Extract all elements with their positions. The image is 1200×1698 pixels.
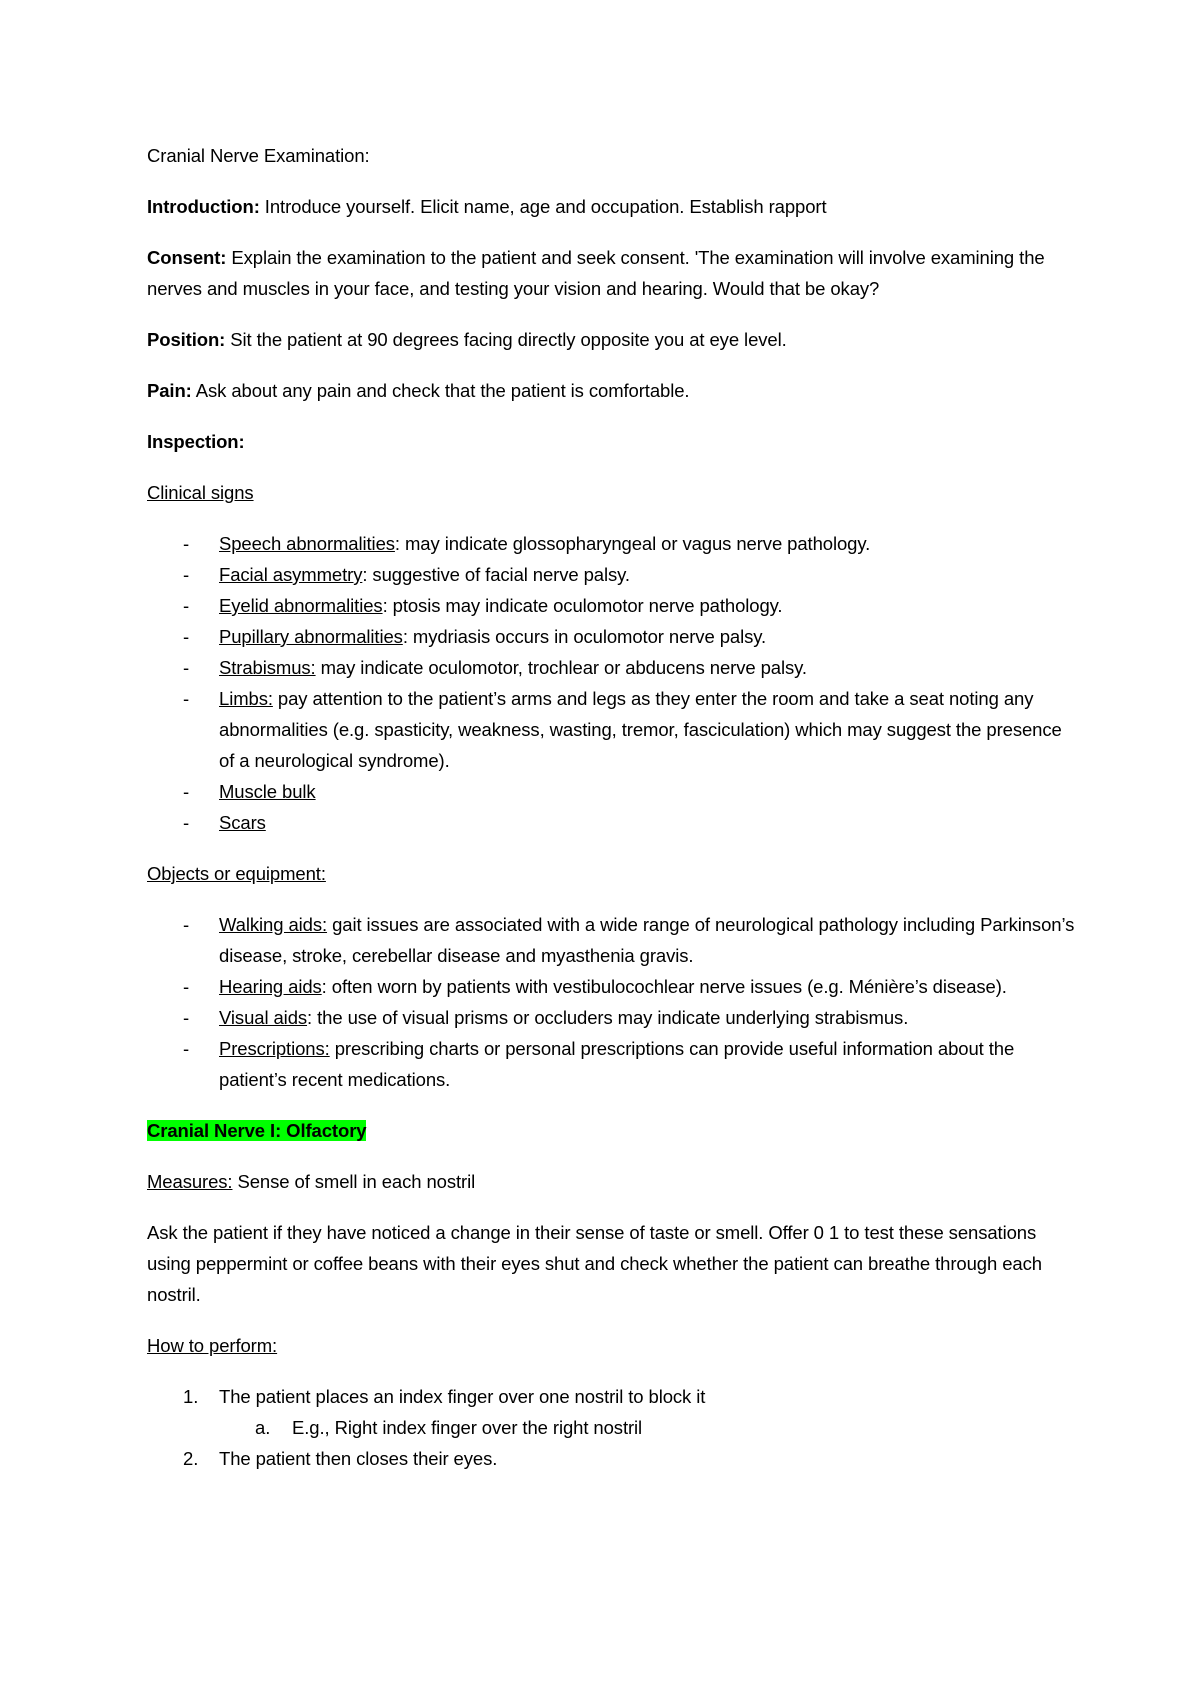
- list-item-text: : may indicate glossopharyngeal or vagus nerve pathology.: [394, 533, 871, 554]
- list-item-term: Strabismus:: [219, 657, 316, 678]
- dash-bullet: -: [183, 781, 190, 802]
- dash-bullet: -: [183, 976, 190, 997]
- inspection-heading: Inspection:: [147, 431, 245, 452]
- step-number: 1.: [183, 1386, 199, 1407]
- list-item-text: : often worn by patients with vestibulocochlear nerve issues (e.g. Ménière’s disease).: [321, 976, 1007, 997]
- list-item-term: Limbs:: [219, 688, 273, 709]
- sub-step-item: [147, 1412, 1077, 1443]
- objects-heading: Objects or equipment:: [147, 863, 326, 884]
- dash-bullet: -: [183, 564, 190, 585]
- dash-bullet: -: [183, 533, 190, 554]
- dash-bullet: -: [183, 657, 190, 678]
- step-item: [147, 1381, 1077, 1412]
- cranial-nerve-1-heading: Cranial Nerve I: Olfactory: [147, 1120, 367, 1141]
- pain-text: Ask about any pain and check that the patient is comfortable.: [191, 380, 690, 401]
- list-item-text: gait issues are associated with a wide range of neurological pathology including Parkinson’s disease, stroke, cerebellar disease and myasthenia gravis.: [219, 914, 1075, 966]
- list-item-term: Visual aids: [219, 1007, 308, 1028]
- consent-label: Consent:: [147, 247, 227, 268]
- list-item: [147, 528, 1077, 559]
- introduction-text: Introduce yourself. Elicit name, age and occupation. Establish rapport: [259, 196, 827, 217]
- list-item-term: Speech abnormalities: [219, 533, 395, 554]
- dash-bullet: -: [183, 812, 190, 833]
- list-item: [147, 559, 1077, 590]
- list-item: [147, 807, 1077, 838]
- list-item: [147, 1033, 1077, 1095]
- list-item: [147, 971, 1077, 1002]
- measures-label: Measures:: [147, 1171, 233, 1192]
- list-item-term: Pupillary abnormalities: [219, 626, 403, 647]
- list-item-term: Scars: [219, 812, 266, 833]
- objects-list: [147, 909, 1077, 1095]
- position-text: Sit the patient at 90 degrees facing directly opposite you at eye level.: [225, 329, 787, 350]
- document-page: [147, 140, 1077, 1474]
- pain-label: Pain:: [147, 380, 192, 401]
- olfactory-body-paragraph: Ask the patient if they have noticed a change in their sense of taste or smell. Offer 0 1 to test these sensations using peppermint or coffee beans with their eyes shut and check whether the patient can breathe through each nostril.: [147, 1222, 1042, 1305]
- introduction-label: Introduction:: [147, 196, 260, 217]
- position-paragraph: [147, 324, 1077, 355]
- list-item-text: pay attention to the patient’s arms and legs as they enter the room and take a seat noting any abnormalities (e.g. spasticity, weakness, wasting, tremor, fasciculation) which may suggest the presence of a neurological syndrome).: [219, 688, 1062, 771]
- list-item: [147, 621, 1077, 652]
- cranial-nerve-1-heading-paragraph: [147, 1115, 1077, 1146]
- list-item-text: : ptosis may indicate oculomotor nerve pathology.: [382, 595, 783, 616]
- list-item: [147, 652, 1077, 683]
- list-item-term: Muscle bulk: [219, 781, 316, 802]
- dash-bullet: -: [183, 626, 190, 647]
- step-item: [147, 1443, 1077, 1474]
- list-item-text: : the use of visual prisms or occluders may indicate underlying strabismus.: [307, 1007, 909, 1028]
- dash-bullet: -: [183, 1007, 190, 1028]
- how-to-perform-steps: [147, 1381, 1077, 1474]
- list-item-text: : suggestive of facial nerve palsy.: [362, 564, 630, 585]
- list-item-term: Walking aids:: [219, 914, 328, 935]
- list-item: [147, 1002, 1077, 1033]
- sub-step-letter: a.: [255, 1417, 271, 1438]
- dash-bullet: -: [183, 914, 190, 935]
- step-number: 2.: [183, 1448, 199, 1469]
- dash-bullet: -: [183, 688, 190, 709]
- list-item-term: Eyelid abnormalities: [219, 595, 383, 616]
- list-item: [147, 590, 1077, 621]
- step-text: The patient then closes their eyes.: [219, 1448, 498, 1469]
- list-item: [147, 776, 1077, 807]
- consent-text: Explain the examination to the patient and seek consent. 'The examination will involve examining the nerves and muscles in your face, and testing your vision and hearing. Would that be okay?: [147, 247, 1045, 299]
- introduction-paragraph: [147, 191, 1077, 222]
- consent-paragraph: [147, 242, 1077, 304]
- measures-paragraph: [147, 1166, 1077, 1197]
- list-item-text: : mydriasis occurs in oculomotor nerve palsy.: [402, 626, 767, 647]
- measures-text: Sense of smell in each nostril: [232, 1171, 476, 1192]
- how-to-perform-heading: How to perform:: [147, 1335, 278, 1356]
- position-label: Position:: [147, 329, 226, 350]
- list-item: [147, 683, 1077, 776]
- list-item-term: Prescriptions:: [219, 1038, 330, 1059]
- list-item-text: may indicate oculomotor, trochlear or abducens nerve palsy.: [315, 657, 807, 678]
- clinical-signs-heading: Clinical signs: [147, 482, 254, 503]
- list-item-term: Hearing aids: [219, 976, 322, 997]
- clinical-signs-list: [147, 528, 1077, 838]
- pain-paragraph: [147, 375, 1077, 406]
- dash-bullet: -: [183, 595, 190, 616]
- step-text: The patient places an index finger over one nostril to block it: [219, 1386, 706, 1407]
- list-item: [147, 909, 1077, 971]
- dash-bullet: -: [183, 1038, 190, 1059]
- list-item-term: Facial asymmetry: [219, 564, 363, 585]
- sub-step-text: E.g., Right index finger over the right nostril: [292, 1417, 643, 1438]
- list-item-text: prescribing charts or personal prescriptions can provide useful information about the patient’s recent medications.: [219, 1038, 1015, 1090]
- document-title: Cranial Nerve Examination:: [147, 145, 370, 166]
